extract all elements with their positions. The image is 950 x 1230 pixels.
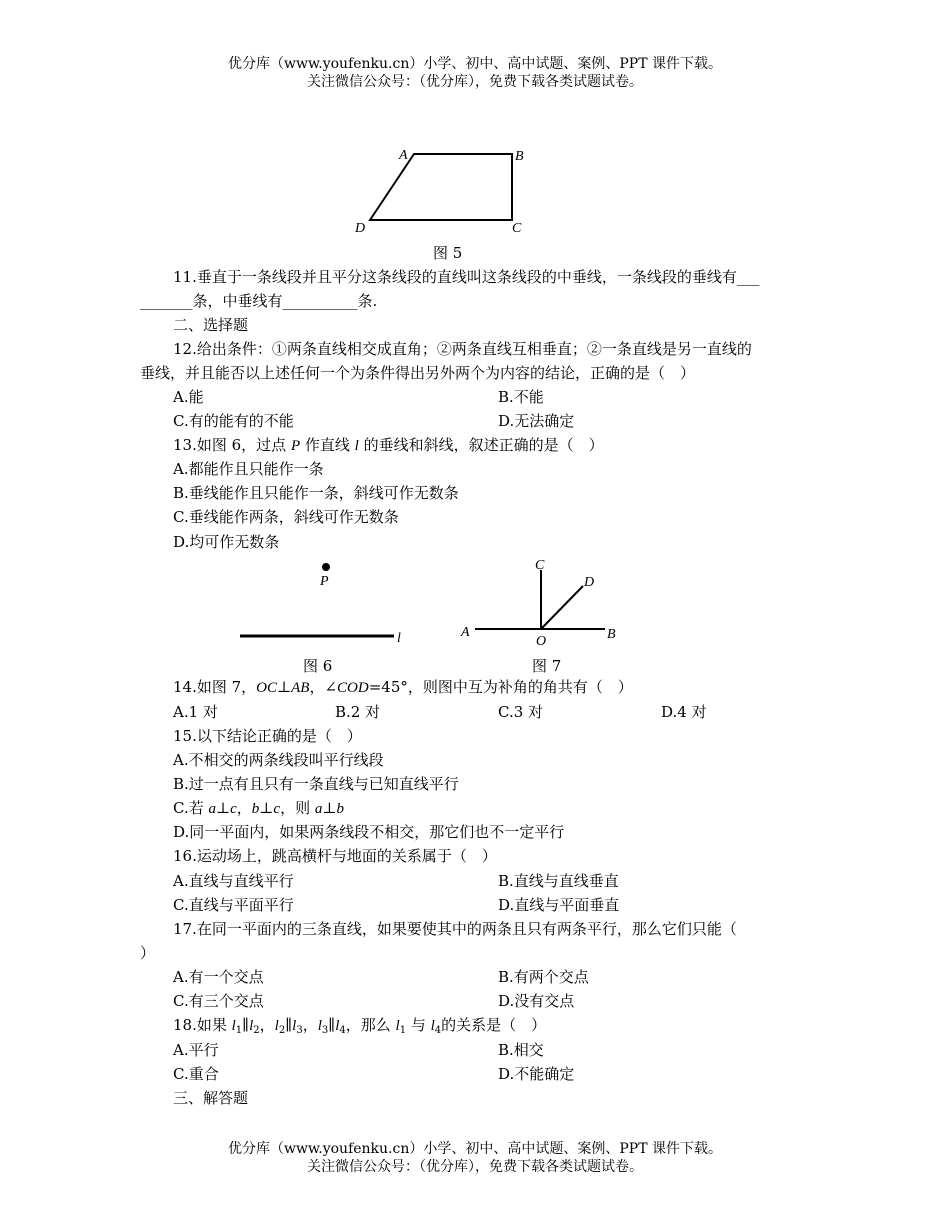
q15-c-c1: c: [230, 801, 237, 817]
q14-stem: [173, 677, 633, 698]
q15-c-perp-2: ⊥: [259, 799, 274, 817]
q18-l: l: [430, 1018, 435, 1034]
q13-stem: [173, 435, 604, 456]
q18-l: l: [335, 1018, 340, 1034]
q14-perp: ⊥: [277, 678, 292, 696]
q14-text-1: 14.如图 7，: [173, 678, 257, 696]
q12-line-1: 12.给出条件：①两条直线相交成直角；②两条直线互相垂直；②一条直线是另一直线的: [173, 340, 752, 358]
figure-7: [455, 552, 630, 652]
q18-parallel-1: ∥: [242, 1016, 250, 1034]
q17-option-d: D.没有交点: [498, 992, 575, 1010]
q12-option-c: C.有的能有的不能: [173, 412, 294, 430]
footer-line-2: 关注微信公众号：（优分库），免费下载各类试题试卷。: [307, 1159, 643, 1175]
q17-line-1: 17.在同一平面内的三条直线，如果要使其中的两条且只有两条平行，那么它们只能（: [173, 920, 737, 938]
q18-sub-4: 4: [434, 1025, 442, 1036]
q18-text-pre: 18.如果: [173, 1016, 232, 1034]
figure-5-trapezoid: [345, 140, 545, 240]
fig7-label-b: B: [607, 627, 616, 642]
q12-option-a: A.能: [173, 388, 204, 406]
q12-line-2: 垂线，并且能否以上述任何一个为条件得出另外两个为内容的结论，正确的是（ ）: [140, 364, 696, 382]
q15-c-text-1: C.若: [173, 799, 209, 817]
q15-option-c: [173, 798, 344, 819]
fig7-label-c: C: [535, 558, 545, 573]
fig6-point-p: [322, 563, 330, 571]
q15-option-b: B.过一点有且只有一条直线与已知直线平行: [173, 775, 459, 793]
q17-option-c: C.有三个交点: [173, 992, 264, 1010]
q18-option-b: B.相交: [498, 1041, 544, 1059]
figure-5-caption: 图 5: [433, 244, 463, 262]
q18-l: l: [231, 1018, 236, 1034]
header-line-2: 关注微信公众号：（优分库），免费下载各类试题试卷。: [307, 74, 643, 90]
q18-l: l: [395, 1018, 400, 1034]
q14-option-b: B.2 对: [335, 703, 381, 721]
q13-stem-text-3: 的垂线和斜线，叙述正确的是（ ）: [358, 436, 604, 454]
header-line-1: 优分库（www.youfenku.cn）小学、初中、高中试题、案例、PPT 课件下载。: [227, 56, 722, 72]
q15-c-perp-1: ⊥: [215, 799, 231, 817]
q12-option-d: D.无法确定: [498, 412, 575, 430]
q12-option-b: B.不能: [498, 388, 544, 406]
q18-then: ，那么: [345, 1016, 396, 1034]
q15-option-d: D.同一平面内，如果两条线段不相交，那它们也不一定平行: [173, 823, 565, 841]
q13-option-d: D.均可作无数条: [173, 533, 280, 551]
fig7-label-d: D: [584, 575, 595, 590]
q14-option-d: D.4 对: [661, 703, 707, 721]
q18-l: l: [292, 1018, 297, 1034]
q18-and: 与: [406, 1016, 431, 1034]
q15-c-then: ，则: [280, 799, 315, 817]
q15-stem: 15.以下结论正确的是（ ）: [173, 727, 362, 745]
q16-option-c: C.直线与平面平行: [173, 896, 294, 914]
q14-text-3: =45°，则图中互为补角的角共有（ ）: [368, 678, 633, 696]
footer-line-1: 优分库（www.youfenku.cn）小学、初中、高中试题、案例、PPT 课件下载。: [227, 1141, 722, 1157]
q18-comma: ，: [259, 1016, 275, 1034]
q18-comma: ，: [302, 1016, 318, 1034]
q18-sub-3: 3: [296, 1025, 303, 1036]
q13-stem-text-2: 作直线: [300, 436, 355, 454]
q16-option-b: B.直线与直线垂直: [498, 872, 619, 890]
q18-l: l: [274, 1018, 279, 1034]
q18-parallel-3: ∥: [328, 1016, 336, 1034]
q18-stem: [173, 1015, 546, 1041]
q18-sub-4: 4: [339, 1025, 346, 1036]
fig5-label-c: C: [512, 221, 522, 236]
q16-stem: 16.运动场上，跳高横杆与地面的关系属于（ ）: [173, 847, 497, 865]
trapezoid-abcd: [370, 154, 512, 220]
fig5-label-d: D: [355, 221, 366, 236]
q18-option-c: C.重合: [173, 1065, 219, 1083]
q18-option-a: A.平行: [173, 1041, 219, 1059]
q13-option-c: C.垂线能作两条，斜线可作无数条: [173, 508, 399, 526]
section-answer-title: 三、解答题: [173, 1089, 249, 1107]
q16-option-a: A.直线与直线平行: [173, 872, 294, 890]
fig5-label-b: B: [515, 149, 524, 164]
q14-option-a: A.1 对: [173, 703, 218, 721]
q16-option-d: D.直线与平面垂直: [498, 896, 620, 914]
q18-sub-2: 2: [278, 1025, 286, 1036]
figure-6: [230, 556, 420, 651]
q11-line-2: _______条，中垂线有__________条.: [140, 292, 378, 310]
q17-option-b: B.有两个交点: [498, 968, 589, 986]
q18-parallel-2: ∥: [285, 1016, 293, 1034]
q18-option-d: D.不能确定: [498, 1065, 575, 1083]
q18-sub-1: 1: [235, 1025, 243, 1036]
q13-stem-text-1: 13.如图 6，过点: [173, 436, 291, 454]
fig6-label-p: P: [320, 574, 329, 589]
q14-option-c: C.3 对: [498, 703, 544, 721]
q18-sub-3: 3: [321, 1025, 329, 1036]
section-choice-title: 二、选择题: [173, 316, 249, 334]
q17-line-2: ）: [140, 944, 156, 962]
fig7-label-o: O: [536, 634, 547, 649]
q18-sub-2: 2: [253, 1025, 260, 1036]
q15-c-comma: ，: [236, 799, 252, 817]
q15-c-b2: b: [336, 801, 344, 817]
q14-ab: AB: [291, 680, 310, 696]
q11-line-1: 11.垂直于一条线段并且平分这条线段的直线叫这条线段的中垂线，一条线段的垂线有___: [173, 268, 760, 286]
q13-option-a: A.都能作且只能作一条: [173, 460, 324, 478]
q13-point-p: P: [290, 438, 301, 454]
q15-c-b: b: [251, 801, 260, 817]
q15-c-perp-3: ⊥: [322, 799, 337, 817]
q15-option-a: A.不相交的两条线段叫平行线段: [173, 751, 384, 769]
q15-c-c2: c: [273, 801, 281, 817]
q18-text-post: 的关系是（ ）: [441, 1016, 547, 1034]
q15-c-a2: a: [314, 801, 323, 817]
figure-7-caption: 图 7: [532, 657, 562, 675]
fig5-label-a: A: [399, 148, 408, 163]
q14-cod: COD: [337, 680, 369, 696]
q13-option-b: B.垂线能作且只能作一条，斜线可作无数条: [173, 484, 459, 502]
q13-line-l: l: [354, 438, 359, 454]
q18-l: l: [249, 1018, 254, 1034]
q18-sub-1: 1: [399, 1025, 407, 1036]
figure-6-caption: 图 6: [303, 657, 333, 675]
q14-text-2: ，∠: [309, 678, 338, 696]
fig7-ray-od: [541, 586, 583, 629]
q17-option-a: A.有一个交点: [173, 968, 264, 986]
fig7-label-a: A: [461, 625, 470, 640]
q18-l: l: [317, 1018, 322, 1034]
q15-c-a: a: [208, 801, 216, 817]
q14-oc: OC: [256, 680, 278, 696]
fig6-label-l: l: [397, 631, 401, 646]
